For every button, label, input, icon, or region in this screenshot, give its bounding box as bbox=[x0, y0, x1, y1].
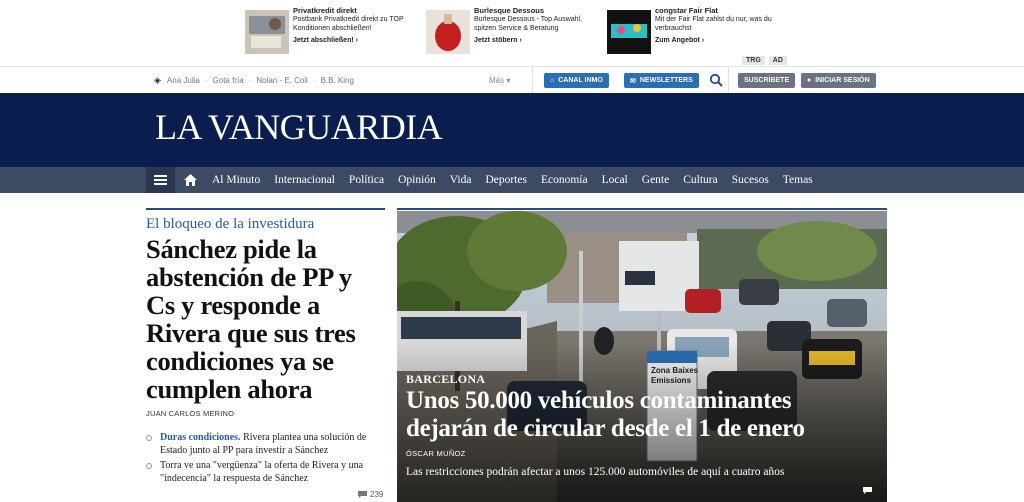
nav-local[interactable]: Local bbox=[601, 174, 628, 186]
related-text: Torra ve una "vergüenza" la oferta de Rivera y una "indecencia" la respuesta de Sánchez bbox=[160, 460, 364, 484]
divider bbox=[397, 208, 887, 210]
ad-thumbnail bbox=[245, 10, 289, 54]
ad-cta[interactable]: Zum Angebot › bbox=[655, 37, 705, 44]
ad-thumbnail bbox=[426, 10, 470, 54]
traffic-photo bbox=[397, 211, 887, 502]
feature-subtitle: Las restricciones podrán afectar a unos 125.000 automóviles de aquí a cuatro años bbox=[406, 466, 785, 478]
ad-body: Mit der Fair Flat zahlst du nur, was du verbrauchst bbox=[655, 16, 772, 32]
subscribe-button[interactable] bbox=[738, 73, 795, 88]
nav-vida[interactable]: Vida bbox=[449, 174, 472, 186]
nav-sucesos[interactable]: Sucesos bbox=[731, 174, 769, 186]
ad-privatkredit[interactable] bbox=[245, 6, 417, 58]
main-nav bbox=[0, 167, 1024, 193]
feature-photo[interactable] bbox=[397, 211, 887, 502]
divider bbox=[532, 67, 533, 94]
utility-bar bbox=[0, 66, 1024, 93]
ad-cta[interactable]: Jetzt stöbern › bbox=[474, 37, 522, 44]
ad-tag[interactable]: TRG bbox=[742, 56, 765, 65]
divider bbox=[728, 67, 729, 94]
feature-kicker[interactable]: BARCELONA bbox=[406, 372, 486, 386]
trend-link[interactable]: Gota fría bbox=[212, 76, 244, 85]
nav-opinion[interactable]: Opinión bbox=[398, 174, 436, 186]
ad-tag[interactable]: AD bbox=[769, 56, 787, 65]
nav-internacional[interactable]: Internacional bbox=[274, 174, 335, 186]
ad-congstar[interactable] bbox=[607, 6, 779, 58]
nav-gente[interactable]: Gente bbox=[641, 174, 670, 186]
ad-body: Postbank Privatkredit direkt zu TOP Konditionen abschließen! bbox=[293, 16, 404, 32]
site-logo[interactable]: LA VANGUARDIA bbox=[155, 107, 443, 147]
menu-icon[interactable] bbox=[146, 167, 175, 193]
trend-link[interactable]: B.B. King bbox=[320, 76, 354, 85]
ad-title[interactable]: Privatkredit direkt bbox=[293, 6, 357, 15]
home-icon[interactable] bbox=[175, 167, 205, 193]
related-kicker: Duras condiciones. bbox=[160, 432, 241, 443]
nav-politica[interactable]: Política bbox=[348, 174, 385, 186]
comment-icon[interactable] bbox=[863, 487, 872, 494]
search-icon[interactable] bbox=[709, 73, 723, 87]
home-icon: ⌂ bbox=[550, 77, 555, 84]
ad-banner[interactable] bbox=[245, 0, 787, 66]
story-headline[interactable]: Sánchez pide la abstención de PP y Cs y responde a Rivera que sus tres condiciones ya se cumplen ahora bbox=[146, 234, 356, 404]
divider bbox=[146, 208, 385, 210]
canal-inmo-label: CANAL INMO bbox=[558, 77, 603, 84]
trending-topics: ◈ Ana Julia · Gota fría · Nolan - E. Coli · B.B. King bbox=[154, 75, 354, 85]
login-button[interactable] bbox=[801, 73, 876, 88]
comment-icon bbox=[358, 491, 367, 498]
ad-cta[interactable]: Jetzt abschließen! › bbox=[293, 37, 358, 44]
nav-economia[interactable]: Economía bbox=[540, 174, 588, 186]
lead-story bbox=[146, 208, 385, 499]
trend-link[interactable]: Ana Julia bbox=[166, 76, 200, 85]
ad-title[interactable]: congstar Fair Flat bbox=[655, 6, 718, 15]
feature-headline[interactable]: Unos 50.000 vehículos contaminantes dejarán de circular desde el 1 de enero bbox=[406, 387, 805, 442]
newsletters-button[interactable] bbox=[624, 73, 699, 88]
ad-thumbnail bbox=[607, 10, 651, 54]
feature-byline: ÓSCAR MUÑOZ bbox=[406, 449, 466, 458]
ad-body: Burlesque Dessous - Top Auswahl, spitzen Service & Beratung bbox=[474, 16, 583, 32]
feature-story[interactable] bbox=[397, 208, 887, 502]
nav-al-minuto[interactable]: Al Minuto bbox=[212, 174, 261, 186]
ad-tags bbox=[742, 56, 787, 65]
ad-burlesque[interactable] bbox=[426, 6, 598, 58]
related-item[interactable] bbox=[146, 432, 385, 457]
nav-deportes[interactable]: Deportes bbox=[485, 174, 527, 186]
newsletters-label: NEWSLETTERS bbox=[639, 77, 693, 84]
mail-icon: ✉ bbox=[630, 77, 636, 85]
masthead bbox=[0, 93, 1024, 167]
login-label: INICIAR SESIÓN bbox=[815, 77, 870, 84]
more-dropdown[interactable]: Más ▾ bbox=[489, 76, 511, 85]
user-icon: ● bbox=[807, 77, 812, 84]
nav-temas[interactable]: Temas bbox=[782, 174, 813, 186]
related-item[interactable] bbox=[146, 460, 385, 485]
story-byline: JUAN CARLOS MERINO bbox=[146, 409, 235, 418]
trend-link[interactable]: Nolan - E. Coli bbox=[256, 76, 308, 85]
subscribe-label: SUSCRÍBETE bbox=[744, 77, 790, 84]
comment-count-value: 239 bbox=[370, 490, 384, 499]
story-kicker[interactable]: El bloqueo de la investidura bbox=[146, 216, 315, 232]
related-text: Rivera plantea una solución de Estado junto al PP para investir a Sánchez bbox=[160, 432, 367, 456]
canal-inmo-button[interactable] bbox=[544, 73, 609, 88]
comment-count[interactable] bbox=[358, 490, 383, 499]
nav-cultura[interactable]: Cultura bbox=[683, 174, 718, 186]
tag-icon: ◈ bbox=[154, 75, 161, 85]
ad-title[interactable]: Burlesque Dessous bbox=[474, 6, 545, 15]
related-links bbox=[146, 432, 385, 485]
